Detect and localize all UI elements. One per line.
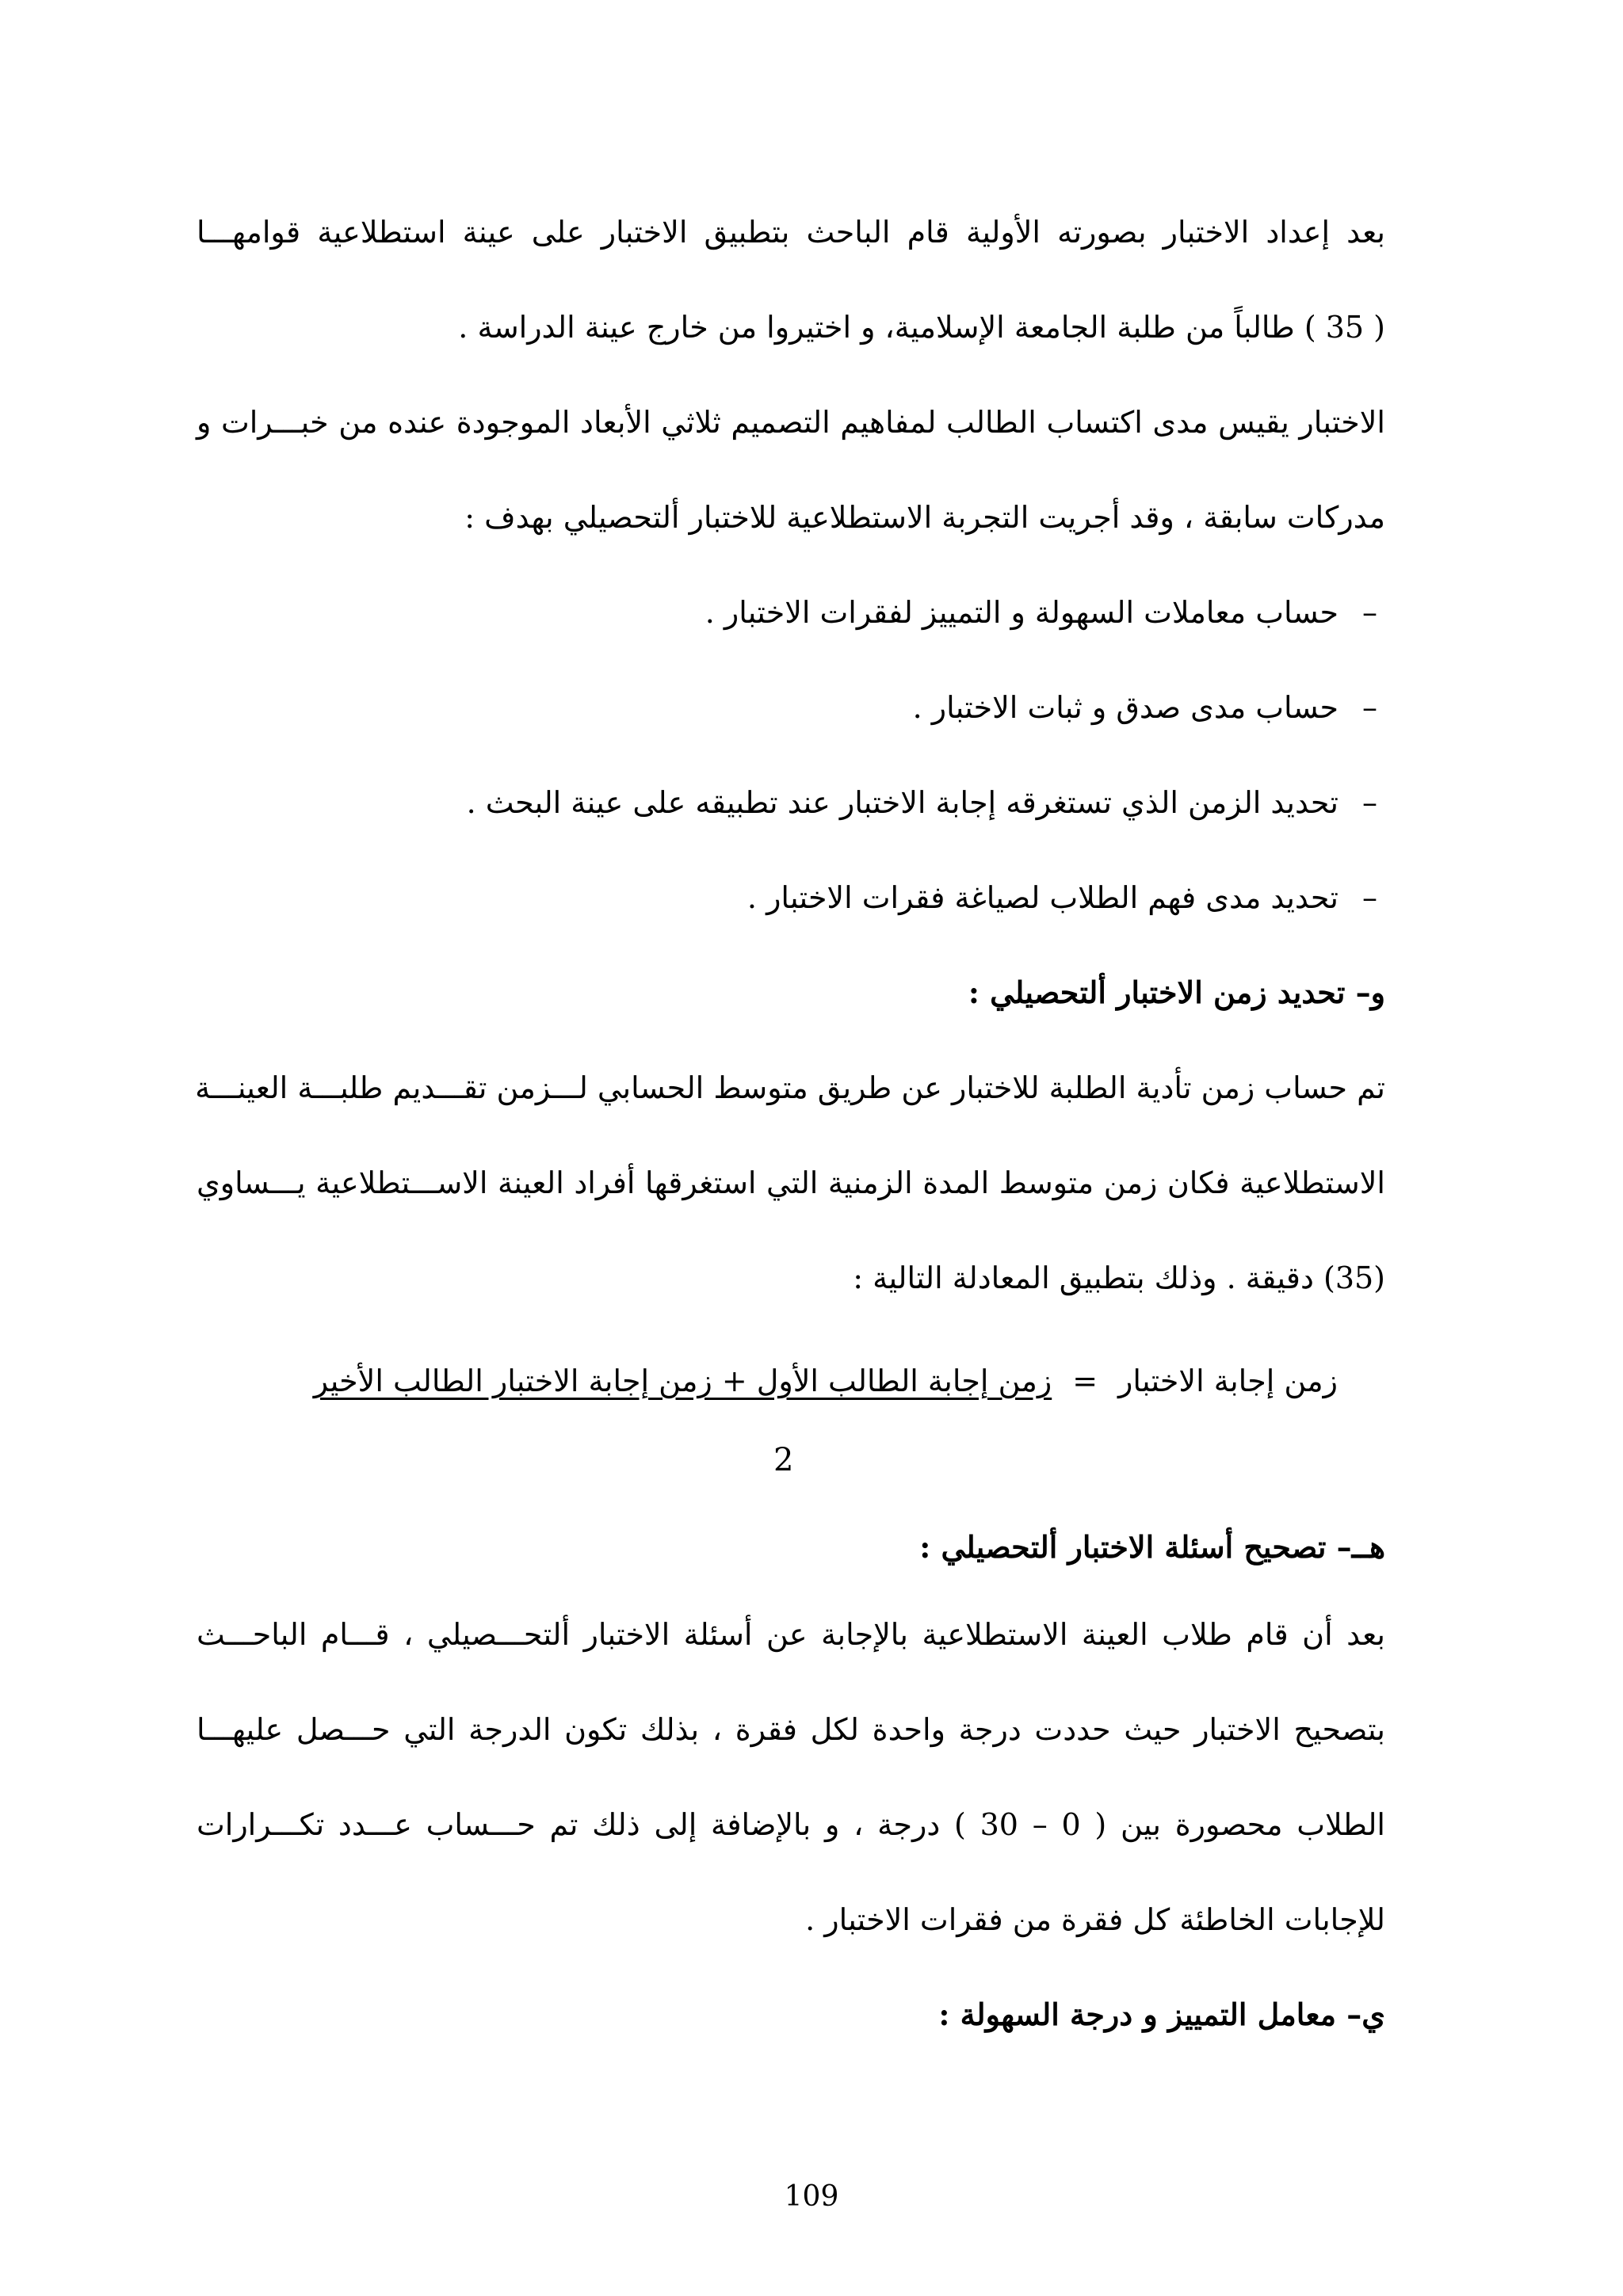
equation-lhs: زمن إجابة الاختبار	[1118, 1363, 1338, 1398]
bullet-item	[268, 593, 1377, 632]
equation-denominator: 2	[773, 1442, 794, 1478]
bullet-item	[268, 878, 1377, 917]
paragraph2-line1: الاختبار يقيس مدى اكتساب الطالب لمفاهيم التصميم ثلاثي الأبعاد الموجودة عنده من خبـــرات و	[197, 405, 1385, 440]
paragraph1-line2: ( 35 ) طالباً من طلبة الجامعة الإسلامية، و اختيروا من خارج عينة الدراسة .	[458, 310, 1385, 345]
equation	[212, 1361, 1338, 1401]
bullet-item-text: حساب معاملات السهولة و التمييز لفقرات الاختبار .	[705, 595, 1338, 630]
bullet-dash: –	[1362, 785, 1377, 820]
paragraph1-line1: بعد إعداد الاختبار بصورته الأولية قام الباحث بتطبيق الاختبار على عينة استطلاعية قوامهـــا	[197, 215, 1385, 250]
paragraph2-line2: مدركات سابقة ، وقد أجريت التجربة الاستطلاعية للاختبار ألتحصيلي بهدف :	[464, 500, 1385, 535]
bullet-item-text: حساب مدى صدق و ثبات الاختبار .	[912, 690, 1338, 725]
paragraph4-line1: بعد أن قام طلاب العينة الاستطلاعية بالإجابة عن أسئلة الاختبار ألتحـــصيلي ، قـــام الباحـــث	[197, 1617, 1385, 1652]
bullet-item	[268, 783, 1377, 822]
bullet-item-text: تحديد الزمن الذي تستغرقه إجابة الاختبار عند تطبيقه على عينة البحث .	[466, 785, 1338, 820]
section-heading-correction: هــ– تصحيح أسئلة الاختبار ألتحصيلي :	[919, 1529, 1385, 1565]
section-heading-time: و– تحديد زمن الاختبار ألتحصيلي :	[968, 974, 1385, 1010]
bullet-item-text: تحديد مدى فهم الطلاب لصياغة فقرات الاختبار .	[747, 880, 1338, 915]
paragraph3-line3: (35) دقيقة . وذلك بتطبيق المعادلة التالية :	[853, 1261, 1385, 1295]
paragraph3-line1: تم حساب زمن تأدية الطلبة للاختبار عن طريق متوسط الحسابي لـــزمن تقـــديم طلبـــة العينـــة	[195, 1070, 1385, 1105]
bullet-dash: –	[1362, 880, 1377, 915]
equation-numerator: زمن إجابة الطالب الأول + زمن إجابة الاختبار الطالب الأخير	[313, 1363, 1052, 1398]
paragraph4-line2: بتصحيح الاختبار حيث حددت درجة واحدة لكل فقرة ، بذلك تكون الدرجة التي حـــصل عليهـــا	[197, 1712, 1385, 1747]
bullet-dash: –	[1362, 690, 1377, 725]
paragraph3-line2: الاستطلاعية فكان زمن متوسط المدة الزمنية التي استغرقها أفراد العينة الاســـتطلاعية يـــساوي	[197, 1165, 1385, 1200]
equation-equals: =	[1072, 1363, 1098, 1398]
page-number: 109	[784, 2180, 839, 2213]
paragraph4-line4: للإجابات الخاطئة كل فقرة من فقرات الاختبار .	[805, 1902, 1385, 1937]
bullet-item	[268, 688, 1377, 727]
section-heading-discrimination: ي– معامل التمييز و درجة السهولة :	[938, 1997, 1385, 2032]
paragraph4-line3: الطلاب محصورة بين ( 0 – 30 ) درجة ، و بالإضافة إلى ذلك تم حـــساب عـــدد تكـــرارات	[197, 1807, 1385, 1842]
bullet-dash: –	[1362, 595, 1377, 630]
